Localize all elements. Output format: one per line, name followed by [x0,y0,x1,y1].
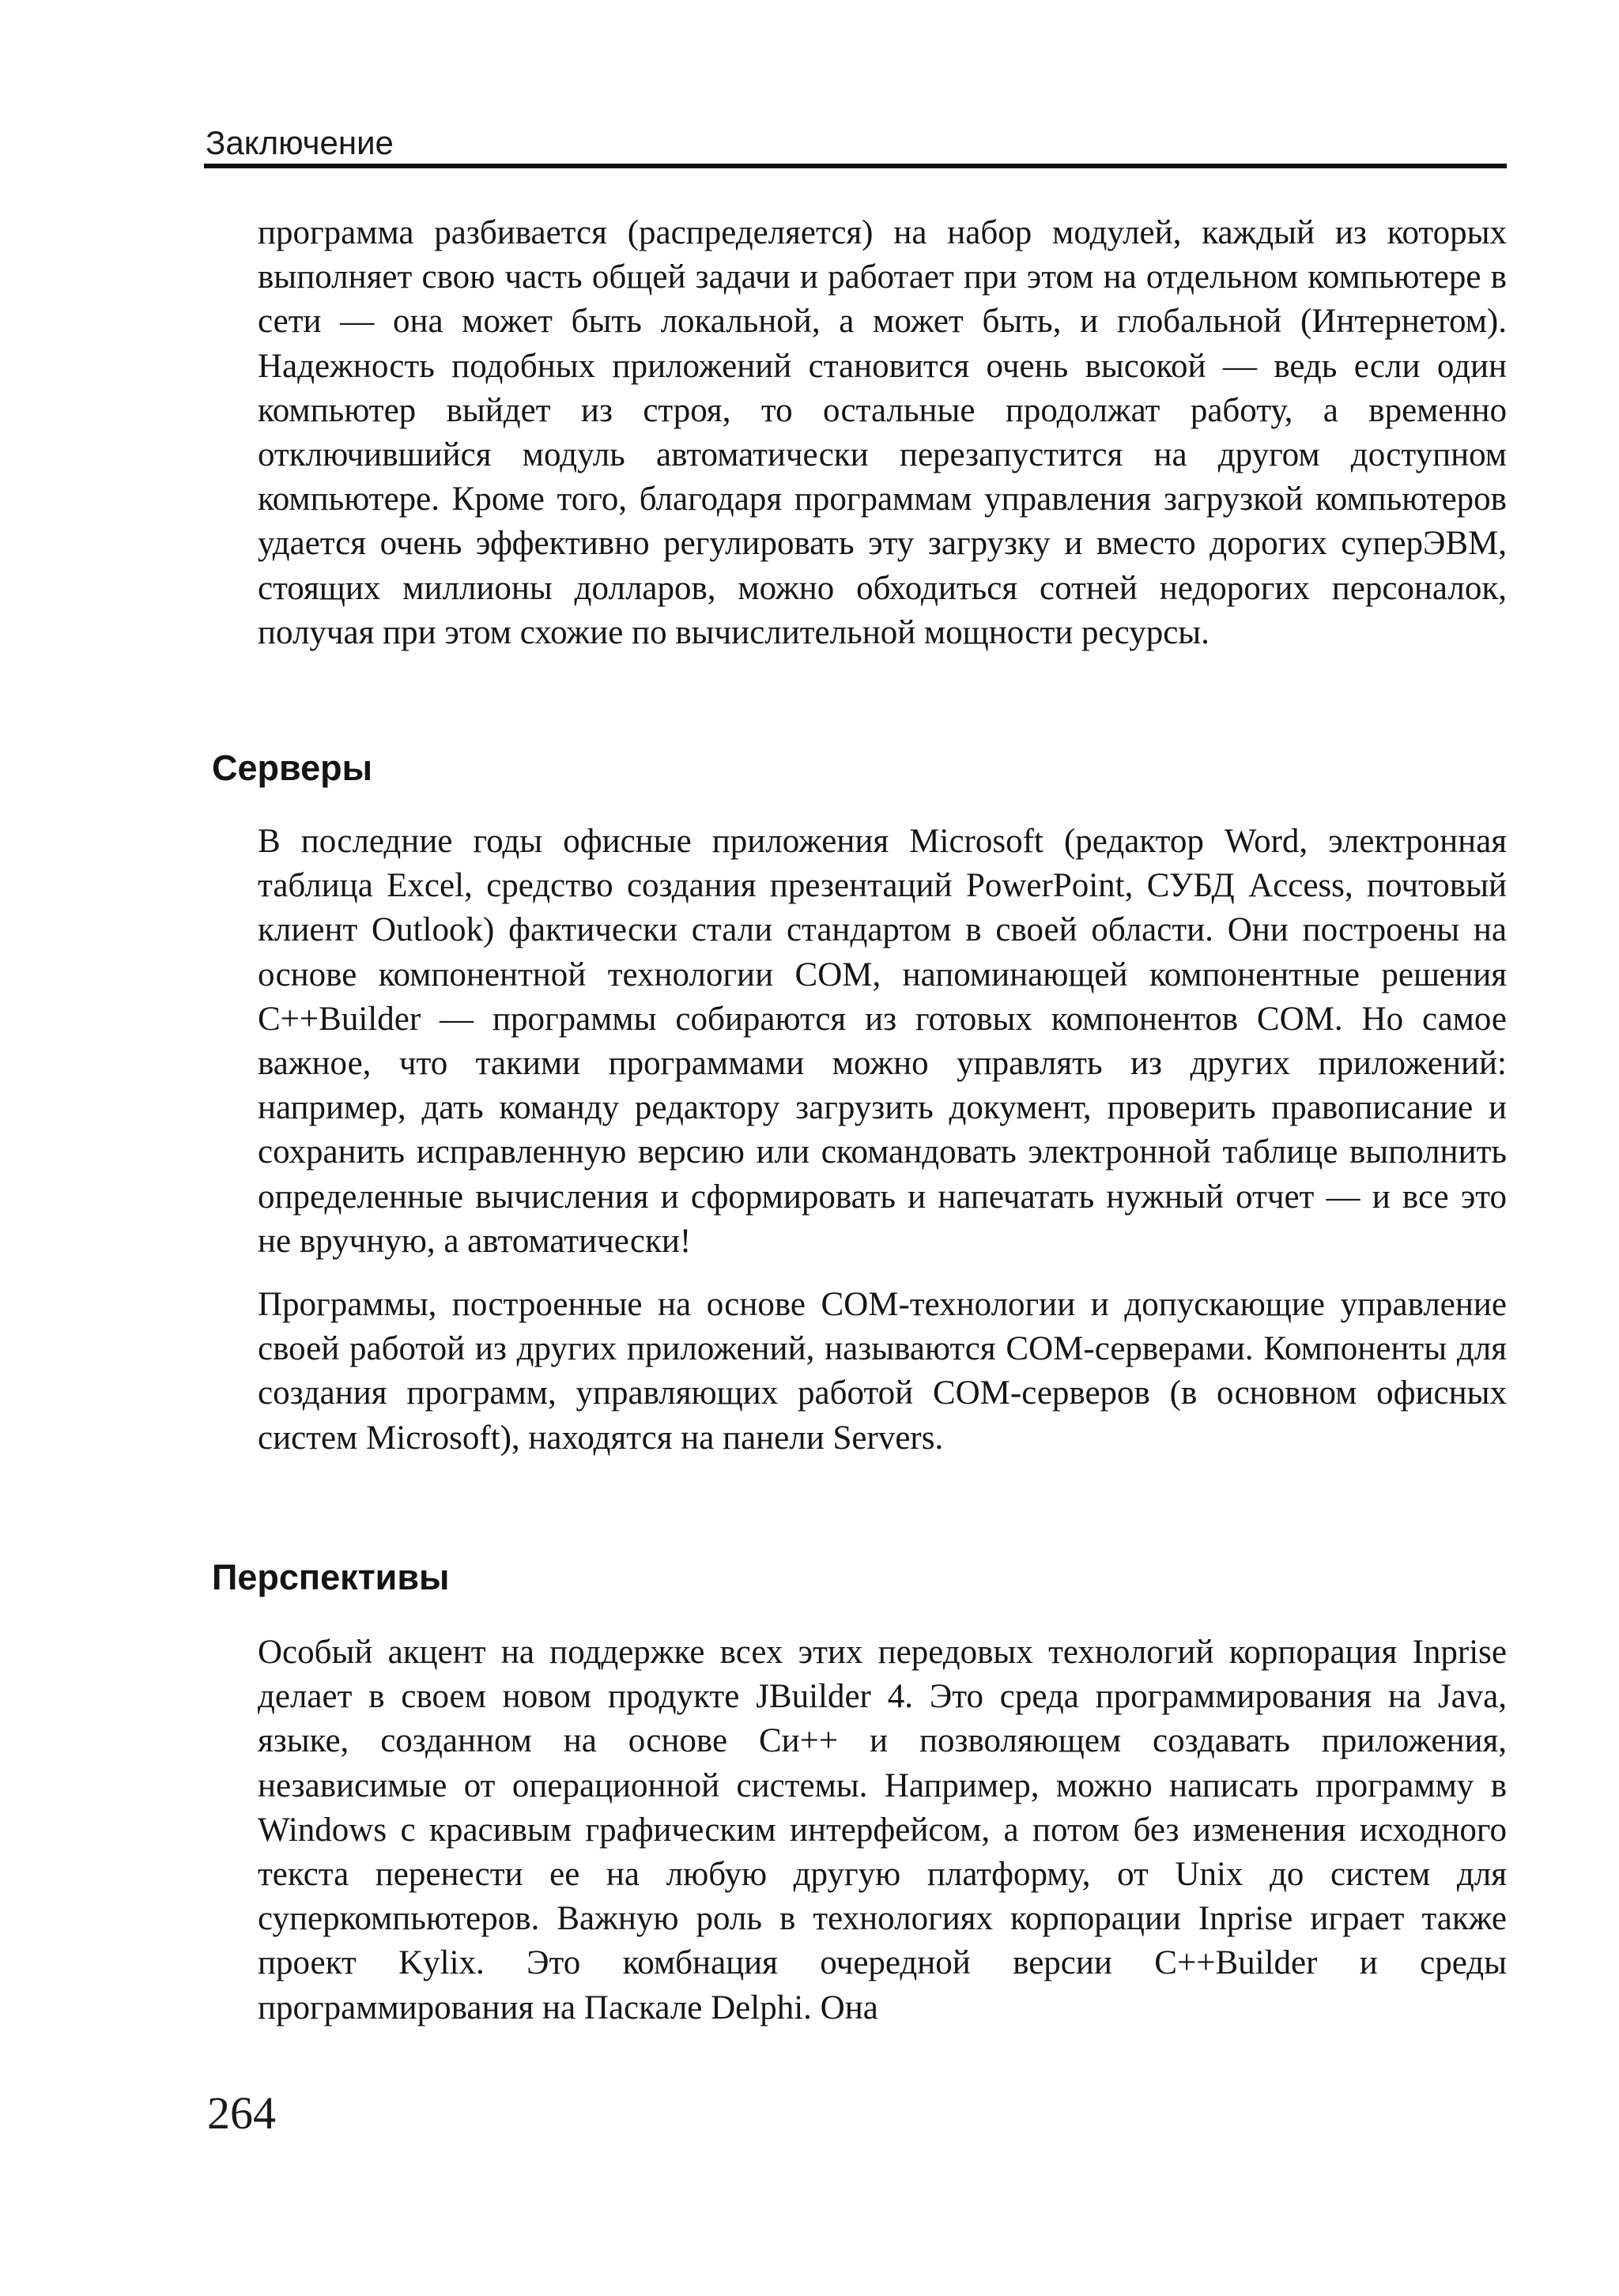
servers-paragraph-1: В последние годы офисные приложения Microsoft (редактор Word, электронная таблица Excel, средство создания презентаций PowerPoint, СУБД Access, почтовый клиент Outlook) фактически стали стандартом в своей области. Они построены на основе компонентной технологии COM, напоминающей компонентные решения C++Builder — программы собираются из готовых компонентов COM. Но самое важное, что такими программами можно управлять из других приложений: например, дать команду редактору загрузить документ, проверить правописание и сохранить исправленную версию или скомандовать электронной таблице выполнить определенные вычисления и сформировать и напечатать нужный отчет — и все это не вручную, а автоматически! [258,823,1507,1260]
running-head: Заключение [206,124,394,161]
prospects-paragraph-1: Особый акцент на поддержке всех этих передовых технологий корпорация Inprise делает в своем новом продукте JBuilder 4. Это среда программирования на Java, языке, созданном на основе Си++ и позволяющем создавать приложения, независимые от операционной системы. Например, можно написать программу в Windows с красивым графическим интерфейсом, а потом без изменения исходного текста перенести ее на любую другую платформу, от Unix до систем для суперкомпьютеров. Важную роль в технологиях корпорации Inprise играет также проект Kylix. Это комбнация очередной версии C++Builder и среды программирования на Паскале Delphi. Она [258,1634,1507,2026]
servers-heading: Серверы [212,748,373,788]
prospects-heading: Перспективы [212,1557,450,1597]
servers-section [258,820,1507,1461]
header-rule [204,164,1507,168]
intro-paragraph: программа разбивается (распределяется) на набор модулей, каждый из которых выполняет свою часть общей задачи и работает при этом на отдельном компьютере в сети — она может быть локальной, а может быть, и глобальной (Интернетом). Надежность подобных приложений становится очень высокой — ведь если один компьютер выйдет из строя, то остальные продолжат работу, а временно отключившийся модуль автоматически перезапустится на другом доступном компьютере. Кроме того, благодаря программам управления загрузкой компьютеров удается очень эффективно регулировать эту загрузку и вместо дорогих суперЭВМ, стоящих миллионы долларов, можно обходиться сотней недорогих персоналок, получая при этом схожие по вычислительной мощности ресурсы. [258,214,1507,651]
page-number: 264 [207,2087,276,2139]
servers-paragraph-2: Программы, построенные на основе COM-технологии и допускающие управление своей работой из других приложений, называются COM-серверами. Компоненты для создания программ, управляющих работой COM-серверов (в основном офисных систем Microsoft), находятся на панели Servers. [258,1286,1507,1457]
intro-section [258,211,1507,655]
prospects-section [258,1631,1507,2030]
